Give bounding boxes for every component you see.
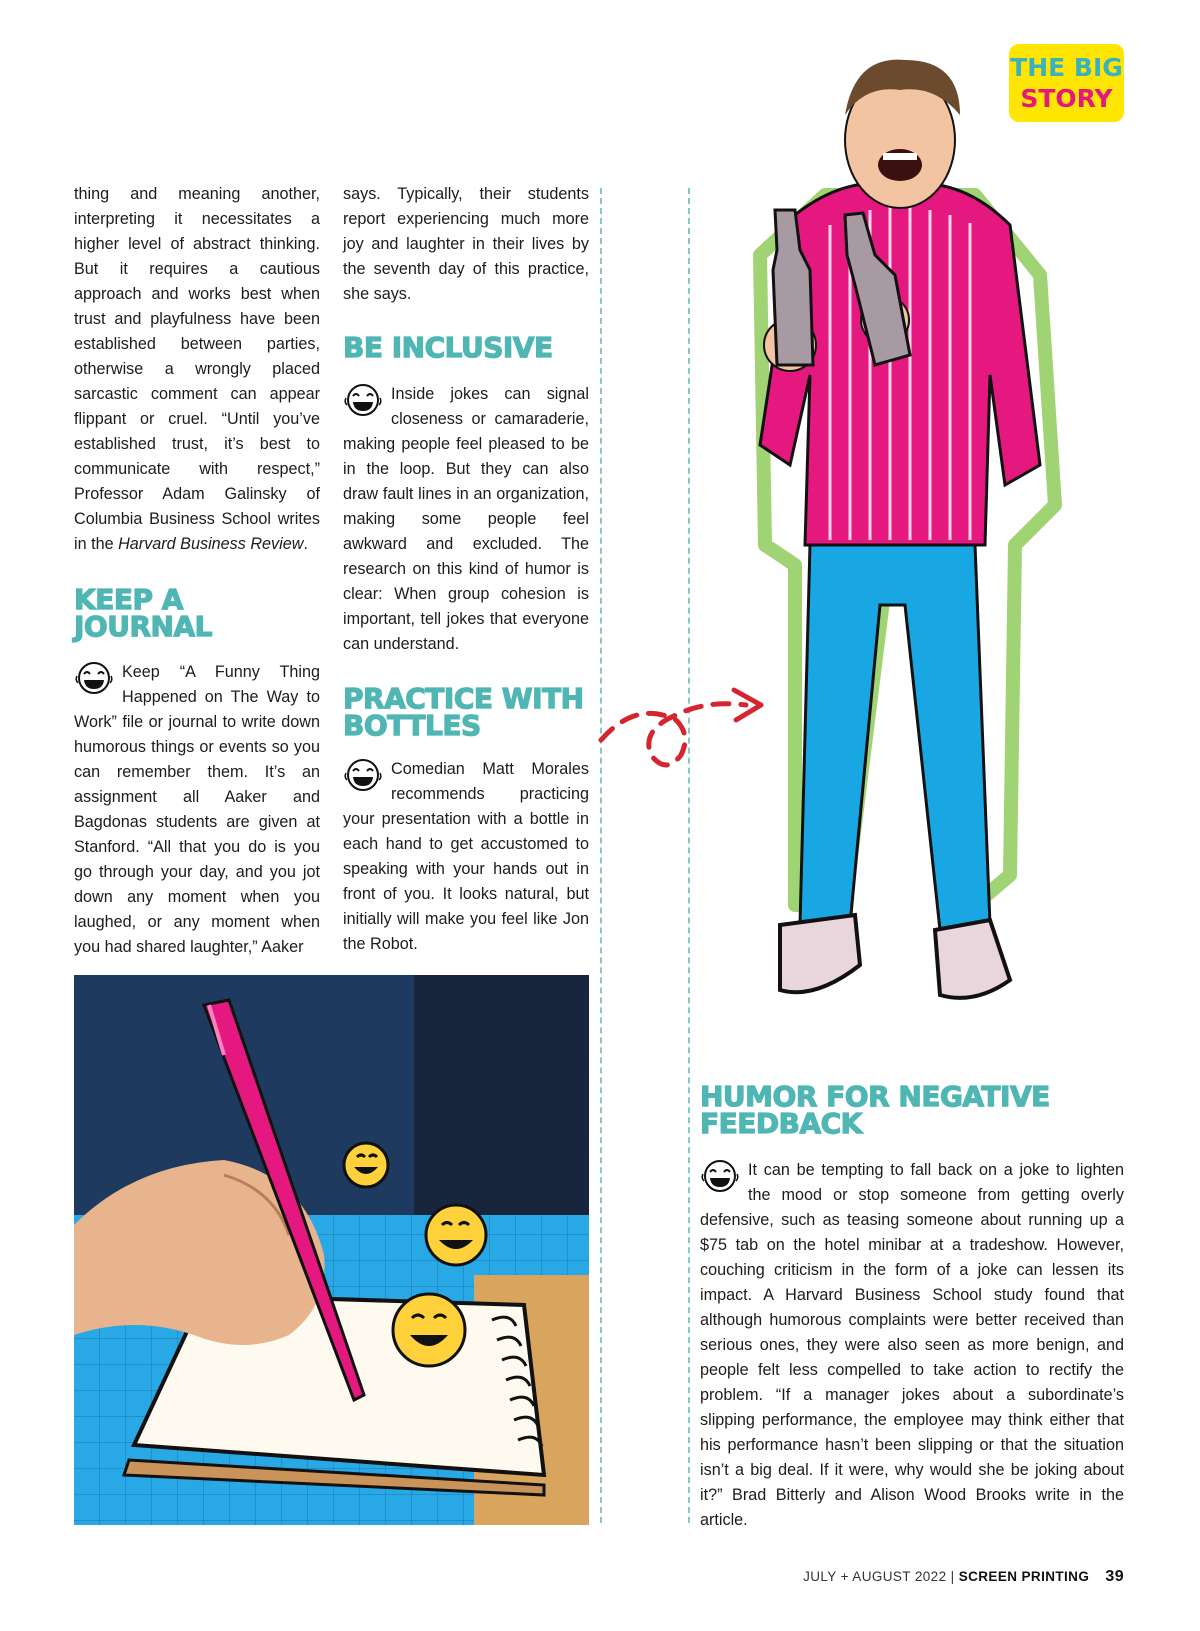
publication-title: SCREEN PRINTING: [958, 1569, 1090, 1584]
article-column-2-middle: [343, 382, 589, 657]
laughing-emoji-icon: [700, 1158, 740, 1194]
publication-name: Harvard Business Review: [118, 535, 304, 553]
paragraph-text: It can be tempting to fall back on a joke to lighten the mood or stop someone from getting overly defensive, such as teasing someone about running up a $75 tab on the hotel minibar at a tradeshow. However, couching criticism in the form of a joke can lessen its impact. A Harvard Business School study found that although humorous complaints were better received than serious ones, they were also seen as more benign, and people felt less compelled to take action to rectify the problem. “If a manager jokes about a subordinate’s slipping performance, the employee may think either that his performance hasn’t been slipping or that the situation isn’t a big deal. If it were, why would she be joking about it?” Brad Bitterly and Alison Wood Brooks write in the article.: [700, 1161, 1124, 1529]
page-number: 39: [1105, 1568, 1124, 1585]
paragraph-text: Comedian Matt Morales recommends practicing your presentation with a bottle in each hand to get accustomed to speaking with your hands out in front of you. It looks natural, but initially will make you feel like Jon the Robot.: [343, 760, 589, 953]
laughing-emoji-icon: [343, 382, 383, 418]
paragraph-text: thing and meaning another, interpreting it necessitates a higher level of abstract thinking. But it requires a cautious approach and works best when trust and playfulness have been established between parties, otherwise a wrongly placed sarcastic comment can appear flippant or cruel. “Until you’ve established trust, it’s best to communicate with respect,” Professor Adam Galinsky of Columbia Business School writes in the: [74, 185, 320, 553]
column-divider: [688, 188, 690, 1523]
laughing-emoji-icon: [343, 757, 383, 793]
heading-practice-with-bottles: PRACTICE WITH BOTTLES: [343, 682, 584, 742]
paragraph-text: Inside jokes can signal closeness or camaraderie, making people feel pleased to be in the loop. But they can also draw fault lines in an organization, making some people feel awkward and excluded. The research on this kind of humor is clear: When group cohesion is important, tell jokes that everyone can understand.: [343, 385, 589, 653]
badge-line-2: STORY: [1020, 84, 1113, 113]
page-footer: [803, 1568, 1124, 1586]
heading-humor-for-negative-feedback: HUMOR FOR NEGATIVE FEEDBACK: [700, 1080, 1050, 1140]
article-column-1: [74, 182, 320, 557]
paragraph: says. Typically, their students report experiencing much more joy and laughter in their lives by the seventh day of this practice, she says.: [343, 185, 589, 303]
paragraph: [74, 182, 320, 557]
column-divider: [600, 188, 602, 1523]
article-column-1-lower: [74, 660, 320, 960]
laughing-man-with-bottles-image: [735, 45, 1075, 1050]
heading-keep-a-journal: KEEP A JOURNAL: [74, 583, 212, 643]
article-column-3: [700, 1158, 1124, 1533]
writing-illustration: [74, 975, 589, 1525]
laughing-emoji-icon: [74, 660, 114, 696]
paragraph: [700, 1158, 1124, 1533]
article-column-2: [343, 182, 589, 307]
badge-line-1: THE BIG: [1010, 53, 1123, 82]
article-column-2-lower: [343, 757, 589, 957]
issue-date: JULY + AUGUST 2022 |: [803, 1569, 955, 1584]
heading-be-inclusive: BE INCLUSIVE: [343, 331, 553, 364]
paragraph-text: Keep “A Funny Thing Happened on The Way to Work” file or journal to write down humorous things or events so you can remember them. It’s an assignment all Aaker and Bagdonas students are given at Stanford. “All that you do is you go through your day, and you jot down any moment when you laughed, or any moment when you had shared laughter,” Aaker: [74, 663, 320, 956]
paragraph: [343, 382, 589, 657]
paragraph: [74, 660, 320, 960]
hand-writing-notebook-image: [74, 975, 589, 1525]
paragraph: [343, 757, 589, 957]
paragraph-text: .: [303, 535, 308, 553]
